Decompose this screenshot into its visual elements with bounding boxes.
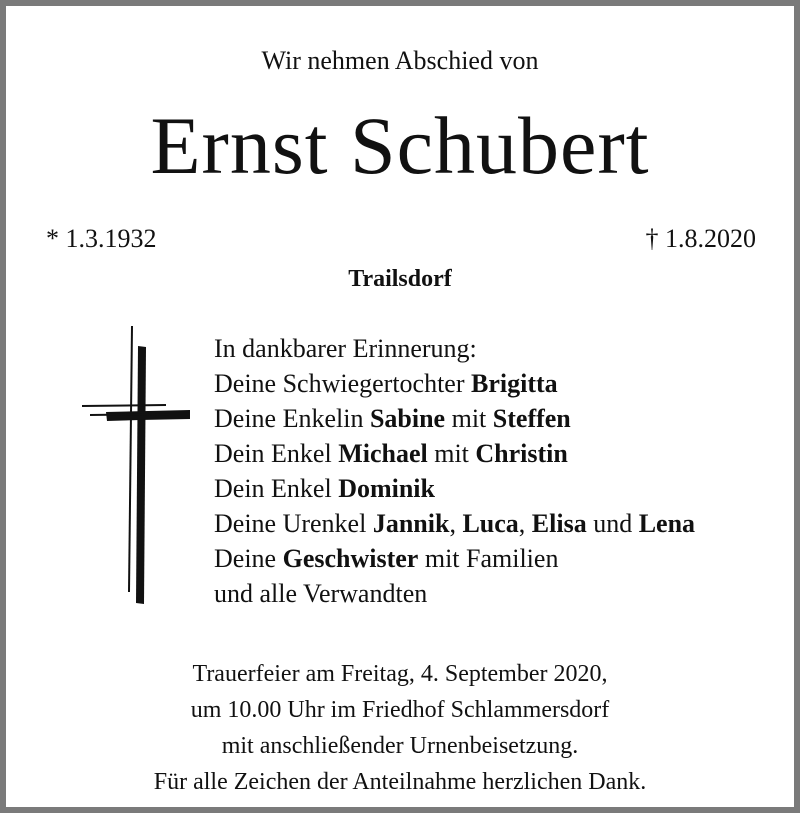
- relation-text: Dein Enkel: [214, 439, 339, 468]
- service-info: [6, 656, 794, 800]
- mourner-line: [214, 541, 784, 576]
- service-line: mit anschließender Urnenbeisetzung.: [221, 733, 579, 759]
- mourner-line: [214, 366, 784, 401]
- relation-text: Deine Enkelin: [214, 404, 370, 433]
- connector-text: mit: [427, 439, 476, 468]
- mourner-line: [214, 471, 784, 506]
- mourner-name: Lena: [638, 509, 696, 538]
- death-date: † 1.8.2020: [645, 224, 756, 253]
- mourner-name: Jannik: [372, 509, 450, 538]
- mourner-line: [214, 401, 784, 436]
- place-name: Trailsdorf: [348, 266, 452, 292]
- mourner-name: Christin: [475, 439, 568, 468]
- thanks-line: Für alle Zeichen der Anteilnahme herzlichen Dank.: [153, 769, 647, 795]
- mourner-name: Dominik: [338, 474, 435, 503]
- mourner-line: [214, 506, 784, 541]
- mourner-line: [214, 436, 784, 471]
- relation-text: Deine Schwiegertochter: [214, 369, 472, 398]
- mourner-name: Steffen: [492, 404, 571, 433]
- mourners-list: [214, 331, 784, 611]
- intro-text: Wir nehmen Abschied von: [261, 46, 539, 75]
- relation-text: Deine Urenkel: [214, 509, 373, 538]
- mourner-line: und alle Verwandten: [214, 579, 428, 608]
- obituary-card: [6, 6, 794, 807]
- mourner-name: Elisa: [531, 509, 587, 538]
- service-line: Trauerfeier am Freitag, 4. September 2020,: [192, 661, 608, 687]
- connector-text: mit: [445, 404, 493, 433]
- mourners-heading: In dankbarer Erinnerung:: [214, 334, 477, 363]
- birth-date: * 1.3.1932: [46, 224, 157, 253]
- mourner-name: Brigitta: [471, 369, 558, 398]
- connector-text: ,: [518, 509, 532, 538]
- connector-text: ,: [449, 509, 463, 538]
- deceased-name: Ernst Schubert: [150, 100, 650, 191]
- connector-text: mit Familien: [418, 544, 559, 573]
- relation-text: Deine: [214, 544, 283, 573]
- mourner-name: Luca: [462, 509, 519, 538]
- cross-icon: [70, 322, 190, 608]
- connector-text: und: [586, 509, 639, 538]
- relation-text: Dein Enkel: [214, 474, 339, 503]
- mourner-name: Michael: [338, 439, 428, 468]
- service-line: um 10.00 Uhr im Friedhof Schlammersdorf: [190, 697, 610, 723]
- mourner-name: Geschwister: [282, 544, 419, 573]
- mourner-name: Sabine: [369, 404, 446, 433]
